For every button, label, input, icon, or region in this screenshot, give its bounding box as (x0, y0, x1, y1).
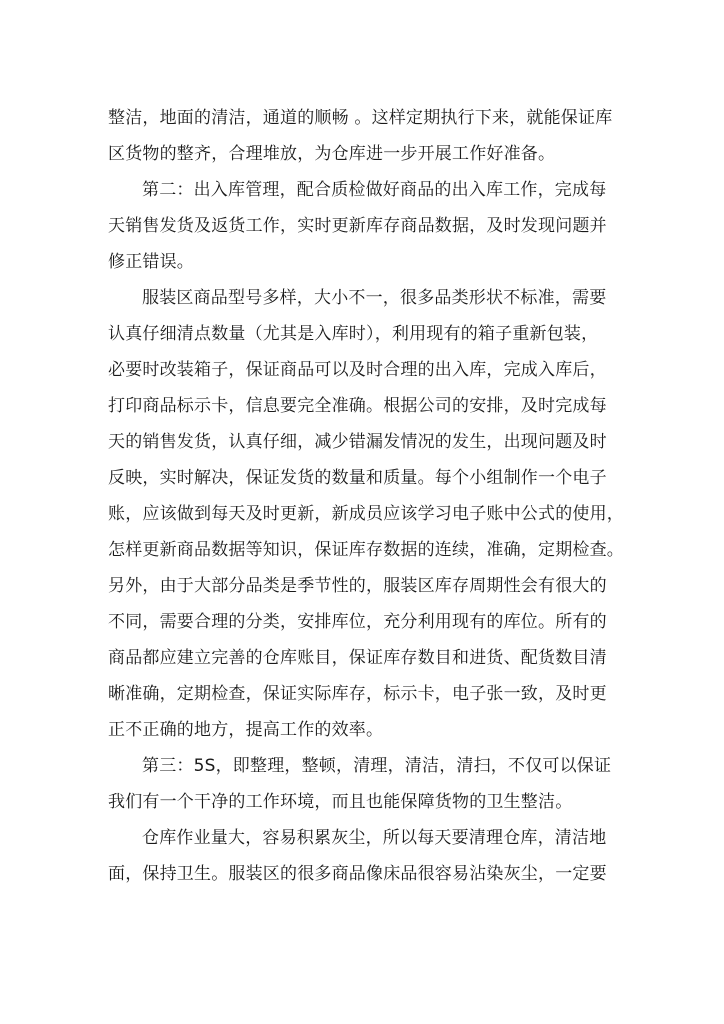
text-line: 怎样更新商品数据等知识，保证库存数据的连续，准确，定期检查。 (108, 540, 624, 560)
text-line: 整洁，地面的清洁，通道的顺畅 。这样定期执行下来，就能保证库 (108, 108, 613, 128)
text-line: 天销售发货及返货工作，实时更新库存商品数据，及时发现问题并 (108, 216, 607, 236)
text-line: 天的销售发货，认真仔细，减少错漏发情况的发生，出现问题及时 (108, 432, 607, 452)
text-line: 反映，实时解决，保证发货的数量和质量。每个小组制作一个电子 (108, 468, 607, 488)
text-line: 认真仔细清点数量（尤其是入库时），利用现有的箱子重新包装， (108, 324, 599, 344)
text-line: 面，保持卫生。服装区的很多商品像床品很容易沾染灰尘，一定要 (108, 864, 607, 884)
text-line: 账，应该做到每天及时更新，新成员应该学习电子账中公式的使用， (108, 504, 624, 524)
document-body (108, 100, 628, 892)
text-line: 修正错误。 (108, 252, 194, 272)
text-line: 必要时改装箱子，保证商品可以及时合理的出入库，完成入库后， (108, 360, 607, 380)
text-line: 仓库作业量大，容易积累灰尘，所以每天要清理仓库，清洁地 (142, 828, 607, 848)
text-line: 我们有一个干净的工作环境，而且也能保障货物的卫生整洁。 (108, 792, 573, 812)
text-line: 打印商品标示卡，信息要完全准确。根据公司的安排，及时完成每 (108, 396, 607, 416)
text-line: 第三：5S，即整理，整顿，清理，清洁，清扫，不仅可以保证 (142, 756, 612, 776)
text-line: 第二：出入库管理，配合质检做好商品的出入库工作，完成每 (142, 180, 607, 200)
text-line: 另外，由于大部分品类是季节性的，服装区库存周期性会有很大的 (108, 576, 607, 596)
text-line: 不同，需要合理的分类，安排库位，充分利用现有的库位。所有的 (108, 612, 607, 632)
text-line: 服装区商品型号多样，大小不一，很多品类形状不标准，需要 (142, 288, 607, 308)
text-line: 晰准确，定期检查，保证实际库存，标示卡，电子张一致，及时更 (108, 684, 607, 704)
text-line: 区货物的整齐，合理堆放，为仓库进一步开展工作好准备。 (108, 144, 556, 164)
text-line: 商品都应建立完善的仓库账目，保证库存数目和进货、配货数目清 (108, 648, 607, 668)
text-line: 正不正确的地方，提高工作的效率。 (108, 720, 384, 740)
